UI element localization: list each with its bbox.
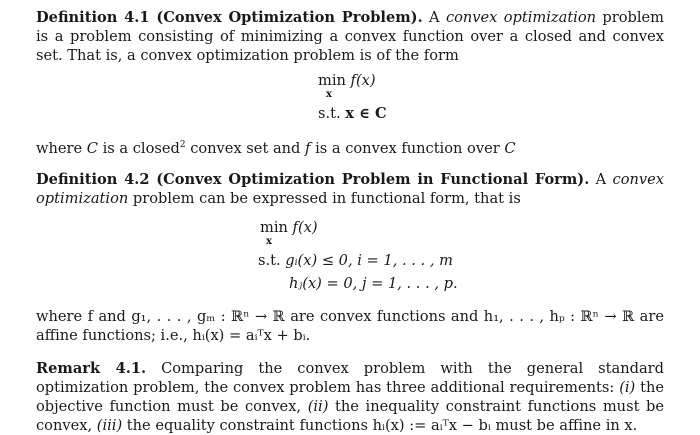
where1-text-b: is a closed bbox=[102, 140, 180, 157]
remark-item-i: (i) bbox=[619, 379, 636, 396]
where1-f: f bbox=[305, 140, 311, 157]
equation-objective: f(x) bbox=[350, 72, 376, 89]
definition-4-2-emph: convex optimization bbox=[36, 171, 665, 207]
remark-body-d: the equality constraint functions hᵢ(x) := aᵢᵀx − bᵢ must be affine in x. bbox=[126, 417, 638, 434]
definition-4-1-emph: convex optimization bbox=[445, 9, 597, 26]
definition-4-1-body: problem is a problem consisting of minimizing a convex function over a closed and convex set. That is, a convex optimization problem is of the form bbox=[36, 9, 664, 64]
where2-line-1: where f and g₁, . . . , gₘ : ℝⁿ → ℝ are convex functions and h₁, . . . , hₚ : ℝⁿ → ℝ are affine bbox=[36, 308, 664, 344]
definition-4-2-lead: A bbox=[595, 171, 607, 188]
equation-constraint: x ∈ C bbox=[345, 105, 387, 122]
remark-body-c: the inequality constraint functions must be convex, bbox=[36, 398, 665, 434]
equation2-min: min bbox=[260, 219, 288, 236]
definition-4-1-title: Definition 4.1 (Convex Optimization Problem). bbox=[36, 9, 423, 26]
definition-4-1 bbox=[36, 8, 664, 65]
where-clause-1 bbox=[36, 139, 664, 158]
equation2-st: s.t. bbox=[258, 252, 281, 269]
equation-4-2 bbox=[258, 218, 664, 293]
definition-4-2 bbox=[36, 170, 664, 208]
equation2-equality: hⱼ(x) = 0, j = 1, . . . , p. bbox=[289, 275, 458, 292]
equation-min: min bbox=[318, 72, 346, 89]
remark-body-a: Comparing the convex problem with the general standard optimization problem, the convex problem has three additional requirements: bbox=[36, 360, 665, 396]
equation2-inequality: gᵢ(x) ≤ 0, i = 1, . . . , m bbox=[285, 252, 453, 269]
definition-4-2-body: problem can be expressed in functional form, that is bbox=[132, 190, 521, 207]
where1-set-c-2: C bbox=[504, 140, 516, 157]
where1-text-d: is a convex function over bbox=[315, 140, 500, 157]
remark-4-1 bbox=[36, 359, 664, 435]
where2-line-2: functions; i.e., hᵢ(x) = aᵢᵀx + bᵢ. bbox=[82, 327, 311, 344]
remark-body-b: the objective function must be convex, bbox=[36, 379, 665, 415]
equation2-objective: f(x) bbox=[292, 219, 318, 236]
remark-item-ii: (ii) bbox=[307, 398, 329, 415]
equation-st: s.t. bbox=[318, 105, 341, 122]
page bbox=[36, 8, 664, 435]
where1-text-c: convex set and bbox=[190, 140, 301, 157]
definition-4-2-title: Definition 4.2 (Convex Optimization Problem in Functional Form). bbox=[36, 171, 590, 188]
equation-min-variable: x bbox=[326, 89, 332, 100]
remark-item-iii: (iii) bbox=[96, 417, 123, 434]
equation2-min-variable: x bbox=[266, 236, 272, 247]
where-clause-2 bbox=[36, 307, 664, 345]
footnote-mark: 2 bbox=[179, 140, 186, 151]
remark-title: Remark 4.1. bbox=[36, 360, 147, 377]
equation-4-1 bbox=[318, 71, 664, 123]
where1-set-c: C bbox=[86, 140, 98, 157]
definition-4-1-lead: A bbox=[429, 9, 440, 26]
where1-text-a: where bbox=[36, 140, 83, 157]
